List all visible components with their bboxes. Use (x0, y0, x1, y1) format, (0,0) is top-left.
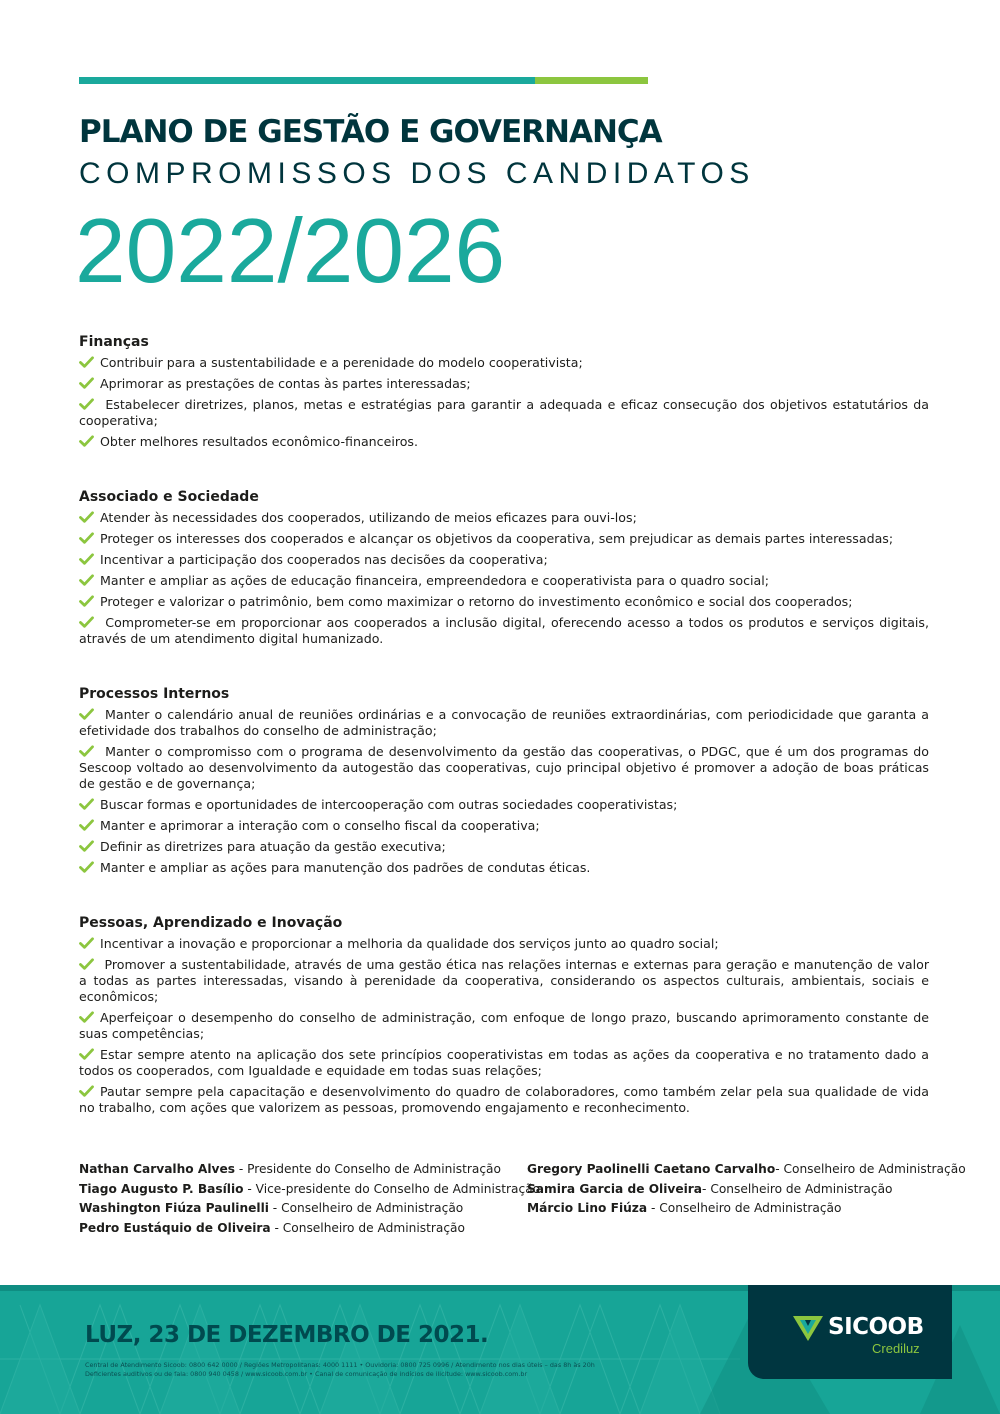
commitment-text: Manter o calendário anual de reuniões ordinárias e a convocação de reuniões extraordinárias, com periodicidade que garanta a efetividade dos trabalhos do conselho de administração; (79, 707, 929, 738)
commitment-list (79, 355, 929, 450)
signer-name: Pedro Eustáquio de Oliveira (79, 1220, 271, 1235)
contact-line-2: Deficientes auditivos ou de fala: 0800 940 0458 / www.sicoob.com.br • Canal de comunicação de indícios de ilicitude: www.sicoob.com.br (85, 1370, 528, 1378)
checkmark-icon (79, 958, 94, 970)
section-financas (79, 333, 929, 450)
section-processos-internos (79, 685, 929, 876)
brand-name: SICOOB (828, 1314, 924, 1340)
sicoob-logo-panel (748, 1285, 952, 1379)
commitment-text: Estabelecer diretrizes, planos, metas e estratégias para garantir a adequada e eficaz consecução dos objetivos estatutários da cooperativa; (79, 397, 929, 428)
commitment-item (79, 531, 929, 547)
commitment-text: Manter e aprimorar a interação com o conselho fiscal da cooperativa; (100, 818, 540, 833)
checkmark-icon (79, 819, 94, 831)
commitment-text: Buscar formas e oportunidades de intercooperação com outras sociedades cooperativistas; (100, 797, 678, 812)
signer-entry (527, 1160, 966, 1180)
commitment-item (79, 839, 929, 855)
commitment-text: Proteger os interesses dos cooperados e alcançar os objetivos da cooperativa, sem prejudicar as demais partes interessadas; (100, 531, 894, 546)
checkmark-icon (79, 1085, 94, 1097)
commitment-text: Pautar sempre pela capacitação e desenvolvimento do quadro de colaboradores, como também zelar pela sua qualidade de vida no trabalho, com ações que valorizem as pessoas, promovendo engajamento e reconhecimento. (79, 1084, 929, 1115)
checkmark-icon (79, 745, 94, 757)
commitment-text: Estar sempre atento na aplicação dos sete princípios cooperativistas em todas as ações da cooperativa e no tratamento dado a todos os cooperados, com Igualdade e equidade em todas suas relações; (79, 1047, 929, 1078)
checkmark-icon (79, 398, 94, 410)
commitment-item (79, 860, 929, 876)
commitment-item (79, 615, 929, 647)
commitment-item (79, 355, 929, 371)
commitment-text: Manter e ampliar as ações para manutenção dos padrões de condutas éticas. (100, 860, 591, 875)
commitment-text: Promover a sustentabilidade, através de uma gestão ética nas relações internas e externas para geração e manutenção de valor a todas as partes interessadas, visando à perenidade da cooperativa, considerando os aspectos culturais, ambientais, sociais e econômicos; (79, 957, 929, 1004)
commitment-text: Definir as diretrizes para atuação da gestão executiva; (100, 839, 446, 854)
commitment-text: Comprometer-se em proporcionar aos cooperados a inclusão digital, oferecendo acesso a todos os produtos e serviços digitais, através de um atendimento digital humanizado. (79, 615, 929, 646)
signer-entry (79, 1199, 540, 1219)
contact-info (85, 1361, 645, 1379)
checkmark-icon (79, 1011, 94, 1023)
commitment-item (79, 434, 929, 450)
checkmark-icon (79, 798, 94, 810)
page-subtitle: COMPROMISSOS DOS CANDIDATOS (79, 157, 755, 190)
accent-bar-teal (79, 77, 535, 84)
period-heading: 2022/2026 (75, 201, 506, 302)
commitment-text: Manter o compromisso com o programa de desenvolvimento da gestão das cooperativas, o PDGC, que é um dos programas do Sescoop voltado ao desenvolvimento da autogestão das cooperativas, cujo principal objetivo é promover a adoção de boas práticas de gestão e de governança; (79, 744, 929, 791)
checkmark-icon (79, 937, 94, 949)
commitment-list (79, 936, 929, 1116)
commitments-sections (79, 333, 929, 1154)
sicoob-logo-icon (793, 1314, 823, 1342)
commitment-text: Contribuir para a sustentabilidade e a perenidade do modelo cooperativista; (100, 355, 583, 370)
page-title: PLANO DE GESTÃO E GOVERNANÇA (79, 114, 662, 150)
commitment-item (79, 594, 929, 610)
signer-role: - Conselheiro de Administração (775, 1162, 966, 1176)
checkmark-icon (79, 1048, 94, 1060)
section-heading: Finanças (79, 334, 149, 350)
commitment-item (79, 552, 929, 568)
signer-role: - Conselheiro de Administração (268, 1201, 464, 1215)
signer-entry (79, 1180, 540, 1200)
checkmark-icon (79, 574, 94, 586)
signer-role: - Conselheiro de Administração (702, 1181, 893, 1196)
commitment-list (79, 707, 929, 876)
commitment-text: Proteger e valorizar o patrimônio, bem como maximizar o retorno do investimento econômico e social dos cooperados; (100, 594, 853, 609)
commitment-item (79, 818, 929, 834)
commitment-item (79, 957, 929, 1005)
checkmark-icon (79, 377, 94, 389)
checkmark-icon (79, 861, 94, 873)
signer-entry (527, 1199, 966, 1219)
checkmark-icon (79, 553, 94, 565)
checkmark-icon (79, 708, 94, 720)
signer-name: Nathan Carvalho Alves (79, 1162, 235, 1176)
signer-role: - Conselheiro de Administração (270, 1220, 465, 1235)
commitment-item (79, 376, 929, 392)
commitment-item (79, 397, 929, 429)
commitment-item (79, 1047, 929, 1079)
signers-column-left (79, 1160, 540, 1238)
signer-role: - Conselheiro de Administração (647, 1201, 842, 1215)
signer-name: Márcio Lino Fiúza (527, 1201, 648, 1215)
section-heading: Processos Internos (79, 686, 230, 702)
commitment-item (79, 1084, 929, 1116)
commitment-item (79, 936, 929, 952)
commitment-text: Aprimorar as prestações de contas às partes interessadas; (100, 376, 471, 391)
signer-entry (79, 1160, 540, 1180)
signer-name: Washington Fiúza Paulinelli (79, 1201, 269, 1215)
place-and-date: LUZ, 23 DE DEZEMBRO DE 2021. (85, 1322, 489, 1348)
commitment-text: Aperfeiçoar o desempenho do conselho de administração, com enfoque de longo prazo, buscando aprimoramento constante de suas competências; (79, 1010, 929, 1041)
brand-subname: Crediluz (872, 1341, 920, 1356)
signer-name: Tiago Augusto P. Basílio (79, 1181, 244, 1196)
section-pessoas-aprendizado-e-inovacao (79, 914, 929, 1116)
signer-role: - Vice-presidente do Conselho de Administração (243, 1181, 541, 1196)
commitment-item (79, 707, 929, 739)
accent-bar-green (535, 77, 648, 84)
checkmark-icon (79, 435, 94, 447)
section-heading: Pessoas, Aprendizado e Inovação (79, 915, 343, 931)
commitment-text: Atender às necessidades dos cooperados, utilizando de meios eficazes para ouvi-los; (100, 510, 637, 525)
commitment-text: Manter e ampliar as ações de educação financeira, empreendedora e cooperativista para o quadro social; (100, 573, 769, 588)
section-heading: Associado e Sociedade (79, 489, 259, 505)
commitment-item (79, 744, 929, 792)
checkmark-icon (79, 840, 94, 852)
commitment-item (79, 797, 929, 813)
footer-banner (0, 1285, 1000, 1414)
commitment-list (79, 510, 929, 647)
signer-name: Samira Garcia de Oliveira (527, 1181, 703, 1196)
checkmark-icon (79, 511, 94, 523)
signer-role: - Presidente do Conselho de Administração (234, 1162, 501, 1176)
commitment-item (79, 573, 929, 589)
signer-name: Gregory Paolinelli Caetano Carvalho (527, 1162, 776, 1176)
commitment-item (79, 510, 929, 526)
commitment-text: Incentivar a participação dos cooperados nas decisões da cooperativa; (100, 552, 548, 567)
top-accent-bar (79, 77, 648, 84)
checkmark-icon (79, 595, 94, 607)
commitment-item (79, 1010, 929, 1042)
signer-entry (527, 1180, 966, 1200)
contact-line-1: Central de Atendimento Sicoob: 0800 642 0000 / Regiões Metropolitanas: 4000 1111 • Ouvidoria: 0800 725 0996 / Atendimento nos dias úteis – das 8h às 20h (85, 1361, 595, 1369)
checkmark-icon (79, 356, 94, 368)
commitment-text: Incentivar a inovação e proporcionar a melhoria da qualidade dos serviços junto ao quadro social; (100, 936, 719, 951)
checkmark-icon (79, 532, 94, 544)
section-associado-e-sociedade (79, 488, 929, 647)
commitment-text: Obter melhores resultados econômico-financeiros. (100, 434, 418, 449)
signers-column-right (527, 1160, 966, 1219)
signer-entry (79, 1219, 540, 1239)
checkmark-icon (79, 616, 94, 628)
